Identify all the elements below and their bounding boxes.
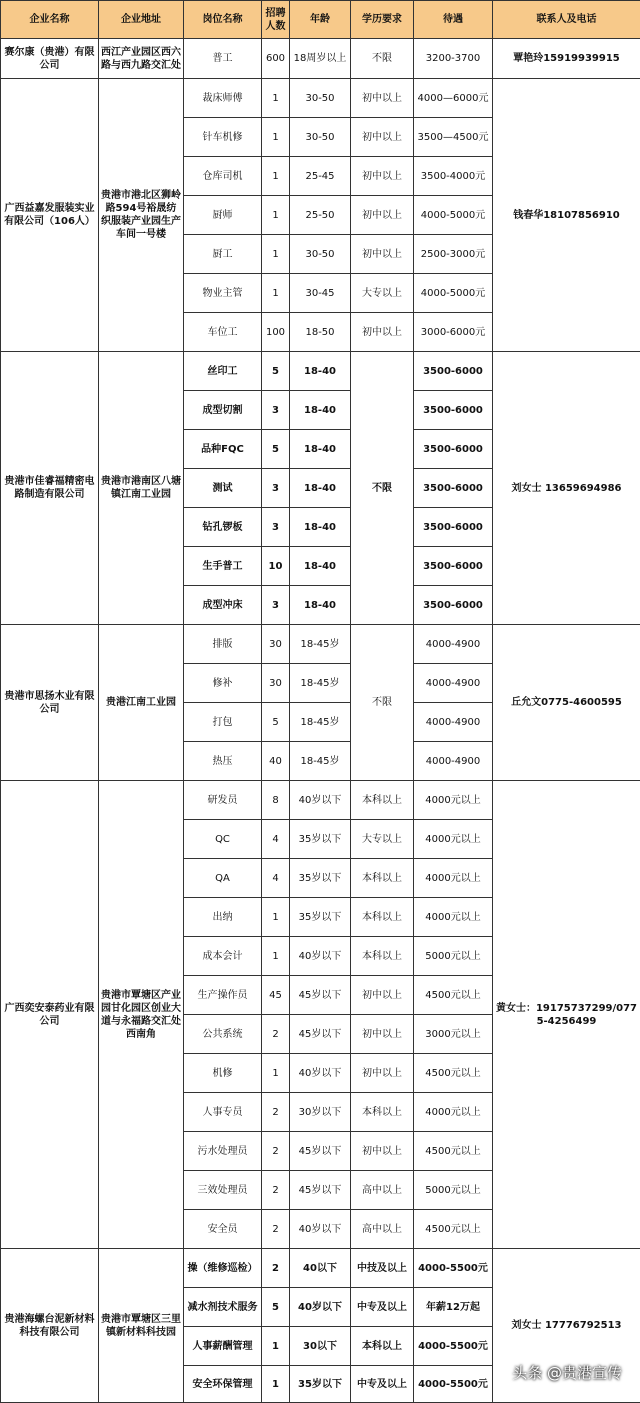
job-age: 18-40 (290, 469, 351, 508)
header-pay: 待遇 (414, 1, 493, 39)
job-edu: 本科以上 (351, 898, 414, 937)
job-title: QA (184, 859, 262, 898)
company-contact: 刘女士 13659694986 (493, 352, 640, 625)
job-count: 1 (262, 274, 290, 313)
job-pay: 4500元以上 (414, 1132, 493, 1171)
company-contact: 钱春华18107856910 (493, 79, 640, 352)
job-count: 4 (262, 820, 290, 859)
job-count: 3 (262, 508, 290, 547)
job-title: QC (184, 820, 262, 859)
job-edu: 不限 (351, 352, 414, 625)
job-pay: 5000元以上 (414, 1171, 493, 1210)
job-pay: 4000-4900 (414, 703, 493, 742)
job-edu: 不限 (351, 39, 414, 79)
company-address: 贵港市覃塘区三里镇新材料科技园 (99, 1249, 184, 1403)
job-age: 18-40 (290, 352, 351, 391)
job-title: 生产操作员 (184, 976, 262, 1015)
job-edu: 中技及以上 (351, 1249, 414, 1288)
job-pay: 3500-6000 (414, 352, 493, 391)
table-row (1, 1249, 640, 1288)
job-pay: 4000-4900 (414, 742, 493, 781)
job-age: 40以下 (290, 1249, 351, 1288)
job-age: 35岁以下 (290, 859, 351, 898)
job-pay: 3000元以上 (414, 1015, 493, 1054)
job-pay: 3500-6000 (414, 547, 493, 586)
job-count: 8 (262, 781, 290, 820)
job-count: 30 (262, 625, 290, 664)
job-age: 40岁以下 (290, 1054, 351, 1093)
job-age: 45岁以下 (290, 1015, 351, 1054)
job-count: 2 (262, 1015, 290, 1054)
job-pay: 3500—4500元 (414, 118, 493, 157)
job-count: 2 (262, 1210, 290, 1249)
job-pay: 4000-5500元 (414, 1249, 493, 1288)
job-pay: 4000-5500元 (414, 1327, 493, 1366)
company-name: 贵港海螺台泥新材料科技有限公司 (1, 1249, 99, 1403)
job-pay: 年薪12万起 (414, 1288, 493, 1327)
job-title: 生手普工 (184, 547, 262, 586)
job-pay: 4000-5000元 (414, 196, 493, 235)
job-count: 1 (262, 196, 290, 235)
company-address: 贵港市港北区狮岭路594号裕晟纺织服装产业园生产车间一号楼 (99, 79, 184, 352)
header-contact: 联系人及电话 (493, 1, 640, 39)
job-title: 仓库司机 (184, 157, 262, 196)
job-count: 30 (262, 664, 290, 703)
job-pay: 3500-6000 (414, 469, 493, 508)
job-pay: 3500-6000 (414, 508, 493, 547)
job-title: 人事专员 (184, 1093, 262, 1132)
job-title: 车位工 (184, 313, 262, 352)
job-count: 5 (262, 352, 290, 391)
job-count: 5 (262, 430, 290, 469)
job-pay: 3500-6000 (414, 586, 493, 625)
header-count: 招聘人数 (262, 1, 290, 39)
table-row (1, 781, 640, 820)
job-pay: 3500-4000元 (414, 157, 493, 196)
job-title: 钻孔锣板 (184, 508, 262, 547)
header-address: 企业地址 (99, 1, 184, 39)
job-edu: 本科以上 (351, 937, 414, 976)
job-count: 3 (262, 391, 290, 430)
job-pay: 2500-3000元 (414, 235, 493, 274)
job-age: 25-50 (290, 196, 351, 235)
job-pay: 3200-3700 (414, 39, 493, 79)
company-address: 贵港江南工业园 (99, 625, 184, 781)
job-pay: 4000元以上 (414, 781, 493, 820)
job-edu: 中专及以上 (351, 1366, 414, 1403)
job-title: 裁床师傅 (184, 79, 262, 118)
job-pay: 4000元以上 (414, 898, 493, 937)
company-contact: 黄女士：19175737299/0775-4256499 (493, 781, 640, 1249)
job-title: 机修 (184, 1054, 262, 1093)
header-age: 年龄 (290, 1, 351, 39)
job-edu: 中专及以上 (351, 1288, 414, 1327)
job-title: 安全员 (184, 1210, 262, 1249)
company-contact: 覃艳玲15919939915 (493, 39, 640, 79)
job-edu: 不限 (351, 625, 414, 781)
job-age: 45岁以下 (290, 1132, 351, 1171)
job-title: 品种FQC (184, 430, 262, 469)
company-address: 贵港市覃塘区产业园甘化园区创业大道与永福路交汇处西南角 (99, 781, 184, 1249)
job-pay: 4500元以上 (414, 976, 493, 1015)
job-age: 40岁以下 (290, 1210, 351, 1249)
job-count: 1 (262, 1327, 290, 1366)
job-age: 18-45岁 (290, 703, 351, 742)
job-pay: 4000—6000元 (414, 79, 493, 118)
job-title: 热压 (184, 742, 262, 781)
job-count: 2 (262, 1171, 290, 1210)
company-name: 广西奕安泰药业有限公司 (1, 781, 99, 1249)
job-edu: 大专以上 (351, 274, 414, 313)
job-age: 45岁以下 (290, 976, 351, 1015)
job-age: 40岁以下 (290, 1288, 351, 1327)
job-count: 5 (262, 1288, 290, 1327)
job-title: 操（维修巡检） (184, 1249, 262, 1288)
job-pay: 4000-5000元 (414, 274, 493, 313)
job-age: 30-50 (290, 118, 351, 157)
job-edu: 大专以上 (351, 820, 414, 859)
table-row (1, 352, 640, 391)
job-pay: 4000-5500元 (414, 1366, 493, 1403)
job-title: 成型切割 (184, 391, 262, 430)
job-age: 25-45 (290, 157, 351, 196)
job-age: 30-50 (290, 79, 351, 118)
company-contact: 刘女士 17776792513 (493, 1249, 640, 1403)
job-age: 30-50 (290, 235, 351, 274)
job-edu: 高中以上 (351, 1210, 414, 1249)
company-name: 贵港市佳睿福精密电路制造有限公司 (1, 352, 99, 625)
job-age: 30岁以下 (290, 1093, 351, 1132)
job-title: 污水处理员 (184, 1132, 262, 1171)
job-age: 18-40 (290, 430, 351, 469)
job-age: 18-45岁 (290, 625, 351, 664)
job-count: 10 (262, 547, 290, 586)
job-title: 出纳 (184, 898, 262, 937)
company-address: 贵港市港南区八塘镇江南工业园 (99, 352, 184, 625)
job-count: 1 (262, 118, 290, 157)
job-title: 排版 (184, 625, 262, 664)
job-age: 40岁以下 (290, 781, 351, 820)
job-title: 研发员 (184, 781, 262, 820)
table-row (1, 625, 640, 664)
table-row (1, 79, 640, 118)
job-age: 18-45岁 (290, 742, 351, 781)
job-title: 物业主管 (184, 274, 262, 313)
job-age: 18周岁以上 (290, 39, 351, 79)
job-count: 100 (262, 313, 290, 352)
job-edu: 初中以上 (351, 976, 414, 1015)
company-name: 赛尔康（贵港）有限公司 (1, 39, 99, 79)
job-title: 人事薪酬管理 (184, 1327, 262, 1366)
header-edu: 学历要求 (351, 1, 414, 39)
job-title: 减水剂技术服务 (184, 1288, 262, 1327)
job-age: 18-40 (290, 547, 351, 586)
job-edu: 初中以上 (351, 196, 414, 235)
job-title: 针车机修 (184, 118, 262, 157)
job-pay: 4000元以上 (414, 820, 493, 859)
header-position: 岗位名称 (184, 1, 262, 39)
job-title: 测试 (184, 469, 262, 508)
job-edu: 初中以上 (351, 79, 414, 118)
job-title: 厨工 (184, 235, 262, 274)
job-age: 35岁以下 (290, 898, 351, 937)
company-name: 贵港市思扬木业有限公司 (1, 625, 99, 781)
job-age: 30-45 (290, 274, 351, 313)
job-age: 18-40 (290, 391, 351, 430)
job-edu: 初中以上 (351, 118, 414, 157)
job-count: 600 (262, 39, 290, 79)
job-count: 1 (262, 157, 290, 196)
job-pay: 4000-4900 (414, 664, 493, 703)
job-count: 45 (262, 976, 290, 1015)
job-count: 2 (262, 1249, 290, 1288)
job-pay: 4000元以上 (414, 859, 493, 898)
job-count: 3 (262, 586, 290, 625)
job-count: 1 (262, 235, 290, 274)
job-count: 3 (262, 469, 290, 508)
job-title: 安全环保管理 (184, 1366, 262, 1403)
job-age: 40岁以下 (290, 937, 351, 976)
job-count: 2 (262, 1132, 290, 1171)
job-pay: 5000元以上 (414, 937, 493, 976)
job-count: 2 (262, 1093, 290, 1132)
job-age: 18-45岁 (290, 664, 351, 703)
job-count: 4 (262, 859, 290, 898)
job-edu: 本科以上 (351, 1093, 414, 1132)
company-address: 西江产业园区西六路与西九路交汇处 (99, 39, 184, 79)
job-title: 修补 (184, 664, 262, 703)
job-edu: 本科以上 (351, 781, 414, 820)
job-title: 成本会计 (184, 937, 262, 976)
job-title: 公共系统 (184, 1015, 262, 1054)
job-count: 5 (262, 703, 290, 742)
watermark-text: 头条 @贵港宣传 (512, 1362, 622, 1383)
job-title: 成型冲床 (184, 586, 262, 625)
company-name: 广西益嘉发服装实业有限公司（106人） (1, 79, 99, 352)
job-pay: 3500-6000 (414, 430, 493, 469)
job-age: 35岁以下 (290, 820, 351, 859)
job-edu: 初中以上 (351, 157, 414, 196)
job-pay: 4500元以上 (414, 1210, 493, 1249)
job-edu: 初中以上 (351, 235, 414, 274)
job-age: 18-50 (290, 313, 351, 352)
job-pay: 3500-6000 (414, 391, 493, 430)
job-count: 1 (262, 937, 290, 976)
job-pay: 3000-6000元 (414, 313, 493, 352)
job-age: 35岁以下 (290, 1366, 351, 1403)
job-count: 40 (262, 742, 290, 781)
job-edu: 初中以上 (351, 1132, 414, 1171)
job-count: 1 (262, 1054, 290, 1093)
job-title: 打包 (184, 703, 262, 742)
company-contact: 丘允文0775-4600595 (493, 625, 640, 781)
job-count: 1 (262, 898, 290, 937)
job-edu: 高中以上 (351, 1171, 414, 1210)
job-count: 1 (262, 79, 290, 118)
job-edu: 本科以上 (351, 859, 414, 898)
job-pay: 4000元以上 (414, 1093, 493, 1132)
job-edu: 初中以上 (351, 1015, 414, 1054)
job-age: 30以下 (290, 1327, 351, 1366)
job-edu: 初中以上 (351, 313, 414, 352)
job-title: 厨师 (184, 196, 262, 235)
job-count: 1 (262, 1366, 290, 1403)
job-title: 普工 (184, 39, 262, 79)
job-pay: 4500元以上 (414, 1054, 493, 1093)
job-pay: 4000-4900 (414, 625, 493, 664)
job-edu: 本科以上 (351, 1327, 414, 1366)
job-age: 45岁以下 (290, 1171, 351, 1210)
job-title: 三效处理员 (184, 1171, 262, 1210)
table-row (1, 39, 640, 79)
job-age: 18-40 (290, 586, 351, 625)
job-age: 18-40 (290, 508, 351, 547)
job-title: 丝印工 (184, 352, 262, 391)
job-edu: 初中以上 (351, 1054, 414, 1093)
header-company: 企业名称 (1, 1, 99, 39)
